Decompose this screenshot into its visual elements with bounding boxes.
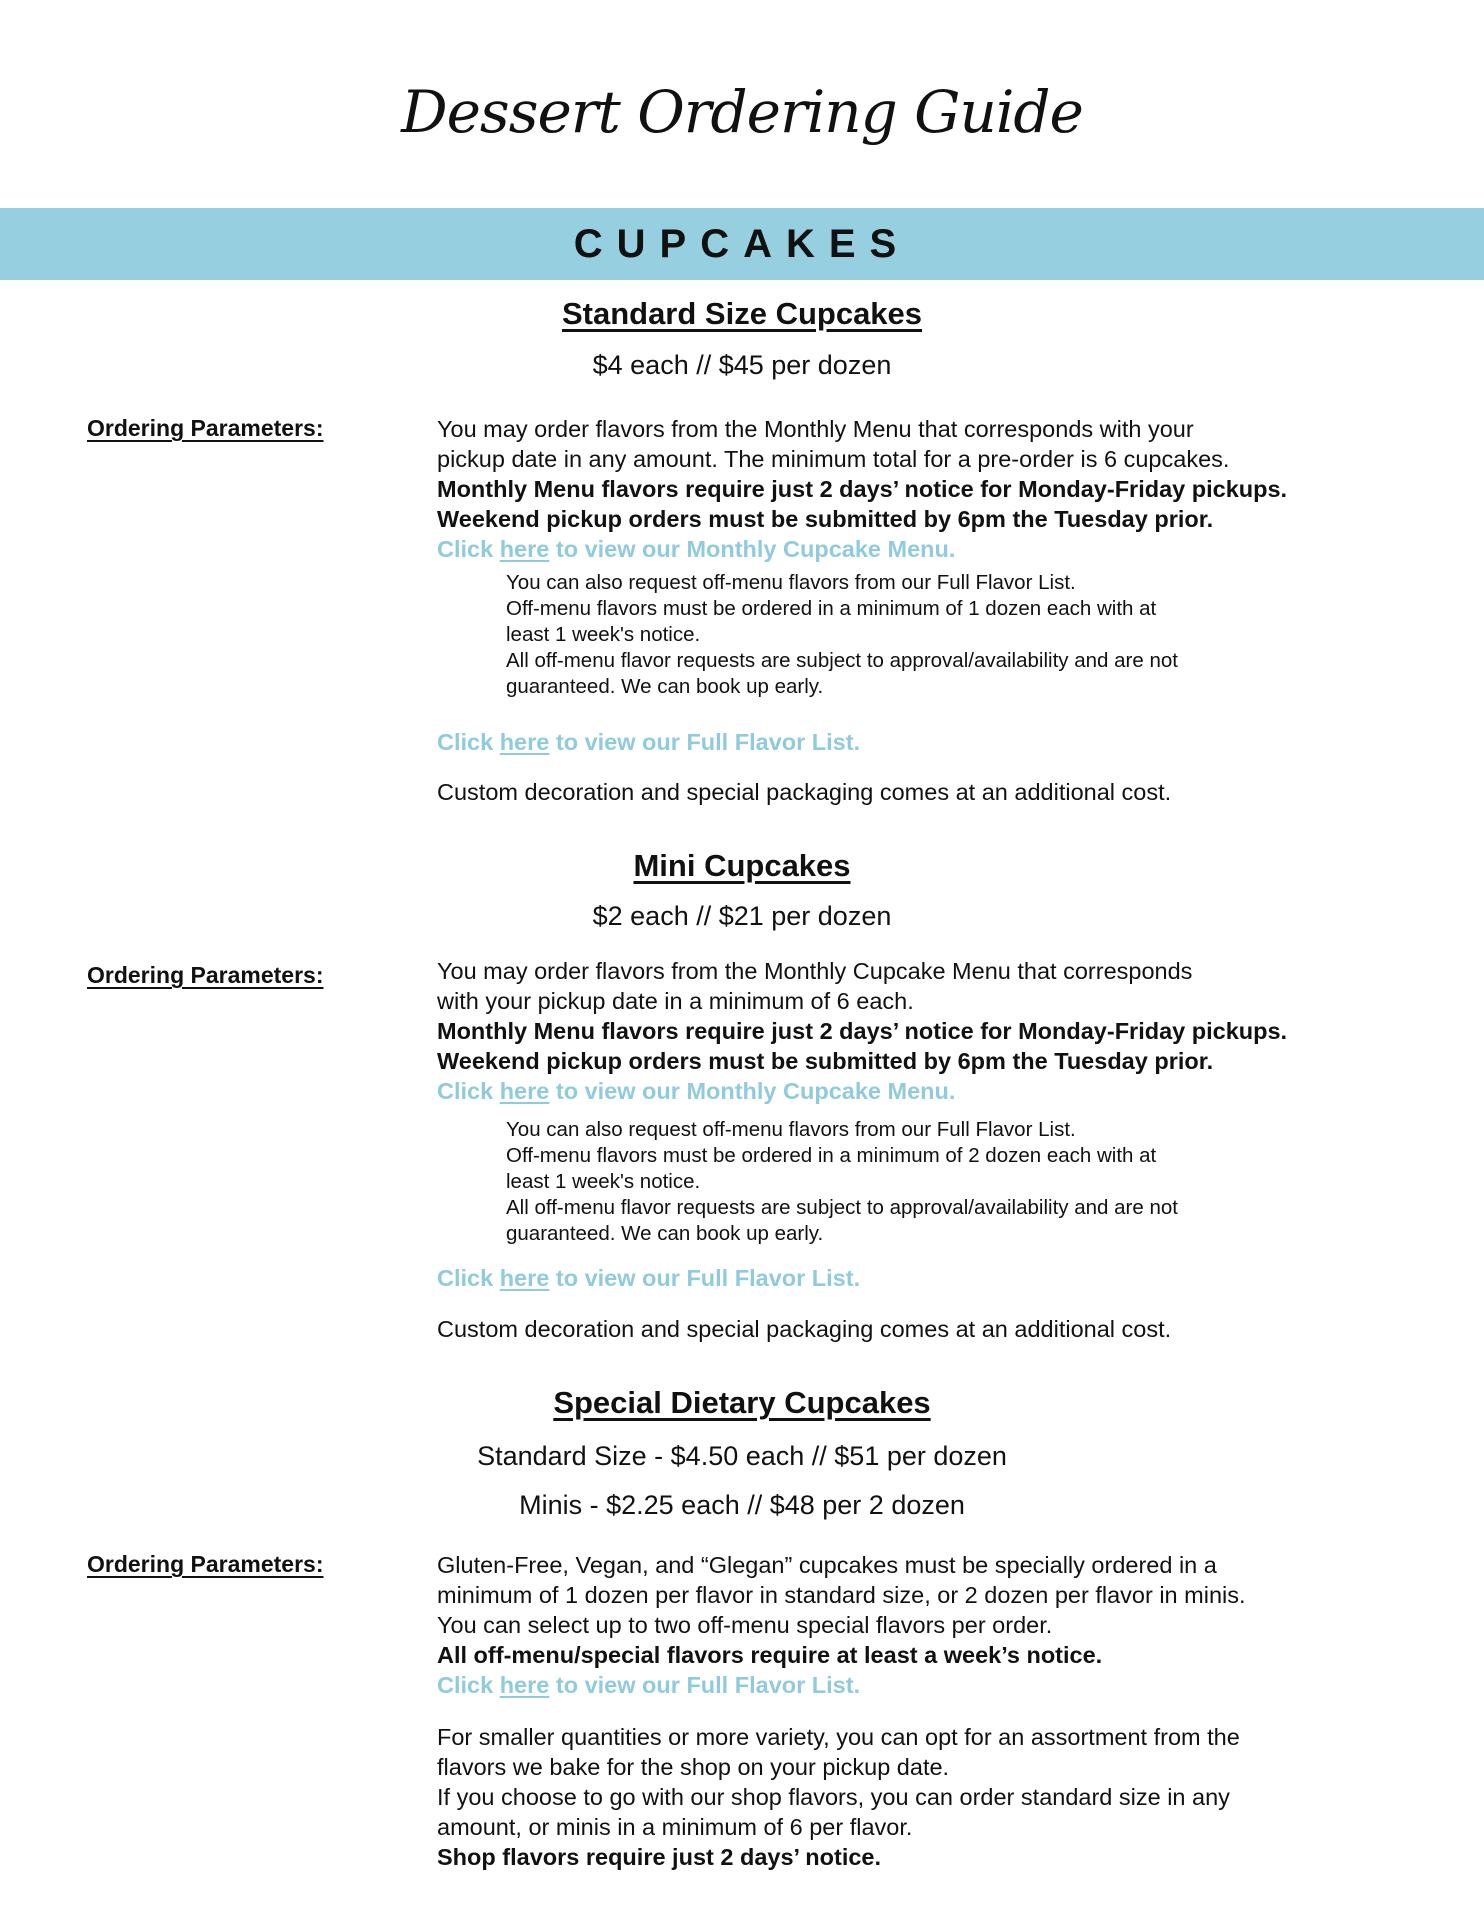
text-line: amount, or minis in a minimum of 6 per flavor. xyxy=(437,1814,913,1840)
text-line: minimum of 1 dozen per flavor in standard size, or 2 dozen per flavor in minis. xyxy=(437,1582,1246,1608)
full-flavor-link[interactable]: Click here to view our Full Flavor List. xyxy=(437,1265,861,1291)
text-line: Off-menu flavors must be ordered in a minimum of 1 dozen each with at xyxy=(506,597,1157,620)
page-title: Dessert Ordering Guide xyxy=(401,78,1083,146)
monthly-menu-link[interactable]: Click here to view our Monthly Cupcake Menu. xyxy=(437,536,956,562)
mini-price: $2 each // $21 per dozen xyxy=(592,901,892,931)
text-line: flavors we bake for the shop on your pickup date. xyxy=(437,1754,950,1780)
full-flavor-link[interactable]: Click here to view our Full Flavor List. xyxy=(437,1672,861,1698)
text-line: Monthly Menu flavors require just 2 days’ notice for Monday-Friday pickups. xyxy=(437,1018,1288,1044)
mini-custom-note: Custom decoration and special packaging comes at an additional cost. xyxy=(437,1316,1172,1342)
shop-flavors-note xyxy=(437,1722,1417,1872)
text-line: If you choose to go with our shop flavors, you can order standard size in any xyxy=(437,1784,1230,1810)
text-line: with your pickup date in a minimum of 6 each. xyxy=(437,988,914,1014)
here-link[interactable]: here xyxy=(499,1672,550,1698)
text-line: least 1 week's notice. xyxy=(506,623,701,646)
text-line: You may order flavors from the Monthly Cupcake Menu that corresponds xyxy=(437,958,1193,984)
text-line: Shop flavors require just 2 days’ notice. xyxy=(437,1844,882,1870)
dietary-heading: Special Dietary Cupcakes xyxy=(553,1385,931,1420)
text-line: All off-menu flavor requests are subject to approval/availability and are not xyxy=(506,1196,1178,1219)
here-link[interactable]: here xyxy=(499,536,550,562)
monthly-menu-link[interactable]: Click here to view our Monthly Cupcake Menu. xyxy=(437,1078,956,1104)
text-line: guaranteed. We can book up early. xyxy=(506,1222,824,1245)
mini-heading: Mini Cupcakes xyxy=(633,848,851,883)
dietary-price-mini: Minis - $2.25 each // $48 per 2 dozen xyxy=(519,1490,965,1520)
text-line: guaranteed. We can book up early. xyxy=(506,675,824,698)
standard-heading: Standard Size Cupcakes xyxy=(561,296,923,331)
mini-offmenu xyxy=(506,1117,1356,1247)
standard-params xyxy=(437,414,1417,564)
full-flavor-link[interactable]: Click here to view our Full Flavor List. xyxy=(437,729,861,755)
mini-ordering-label: Ordering Parameters: xyxy=(87,962,324,988)
standard-custom-note: Custom decoration and special packaging comes at an additional cost. xyxy=(437,779,1172,805)
text-line: You can also request off-menu flavors from our Full Flavor List. xyxy=(506,571,1076,594)
text-line: All off-menu flavor requests are subject to approval/availability and are not xyxy=(506,649,1178,672)
here-link[interactable]: here xyxy=(499,1078,550,1104)
standard-offmenu xyxy=(506,570,1356,700)
text-line: Monthly Menu flavors require just 2 days’ notice for Monday-Friday pickups. xyxy=(437,476,1288,502)
standard-ordering-label: Ordering Parameters: xyxy=(87,415,324,441)
text-line: least 1 week's notice. xyxy=(506,1170,701,1193)
dietary-price-standard: Standard Size - $4.50 each // $51 per dozen xyxy=(477,1441,1007,1471)
text-line: You can select up to two off-menu special flavors per order. xyxy=(437,1612,1053,1638)
text-line: You may order flavors from the Monthly Menu that corresponds with your xyxy=(437,416,1194,442)
text-line: Weekend pickup orders must be submitted by 6pm the Tuesday prior. xyxy=(437,506,1214,532)
text-line: Off-menu flavors must be ordered in a minimum of 2 dozen each with at xyxy=(506,1144,1157,1167)
text-line: You can also request off-menu flavors from our Full Flavor List. xyxy=(506,1118,1076,1141)
dietary-ordering-label: Ordering Parameters: xyxy=(87,1551,324,1577)
mini-params xyxy=(437,956,1417,1106)
here-link[interactable]: here xyxy=(499,729,550,755)
section-title: CUPCAKES xyxy=(573,222,911,266)
text-line: For smaller quantities or more variety, you can opt for an assortment from the xyxy=(437,1724,1240,1750)
text-line: Weekend pickup orders must be submitted by 6pm the Tuesday prior. xyxy=(437,1048,1214,1074)
here-link[interactable]: here xyxy=(499,1265,550,1291)
text-line: pickup date in any amount. The minimum total for a pre-order is 6 cupcakes. xyxy=(437,446,1230,472)
text-line: Gluten-Free, Vegan, and “Glegan” cupcakes must be specially ordered in a xyxy=(437,1552,1217,1578)
standard-price: $4 each // $45 per dozen xyxy=(592,350,892,380)
text-line: All off-menu/special flavors require at least a week’s notice. xyxy=(437,1642,1103,1668)
dietary-params xyxy=(437,1550,1417,1700)
